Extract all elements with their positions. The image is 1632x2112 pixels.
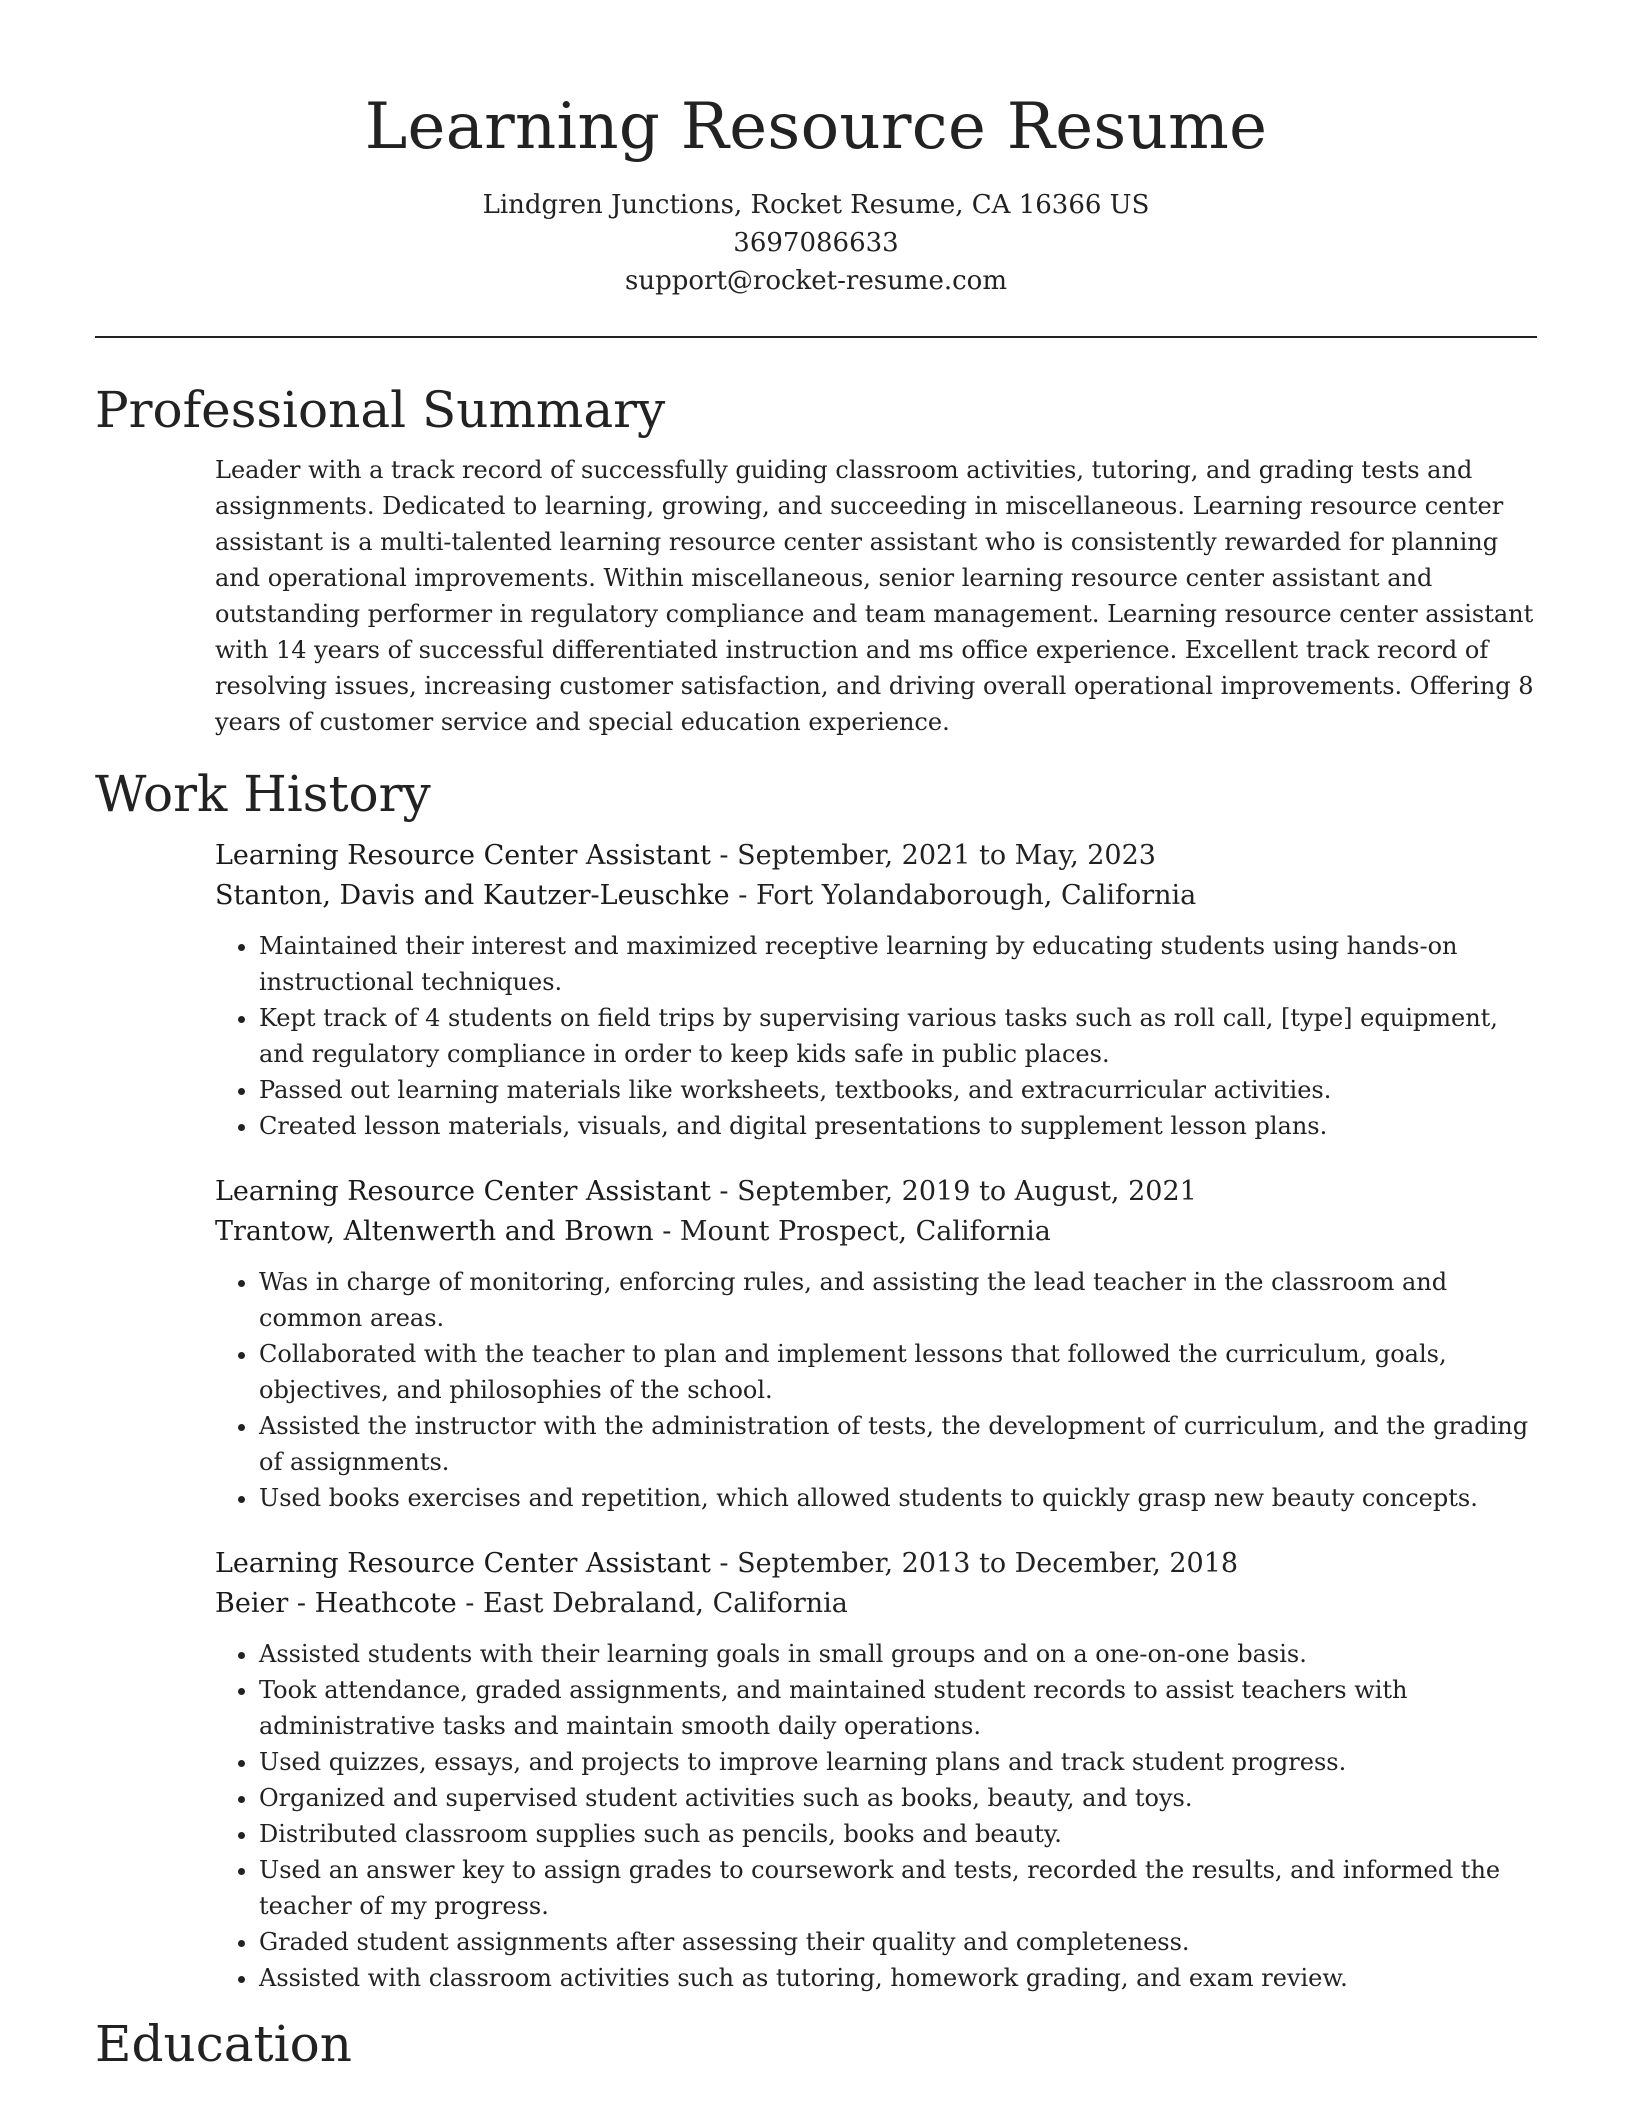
job-bullets	[215, 1636, 1537, 1996]
job-bullet: • Used quizzes, essays, and projects to improve learning plans and track student progress.	[259, 1744, 1537, 1780]
job-bullet: • Distributed classroom supplies such as pencils, books and beauty.	[259, 1816, 1537, 1852]
job-company-line	[215, 1584, 1537, 1624]
job-bullet: • Used books exercises and repetition, which allowed students to quickly grasp new beauty concepts.	[259, 1480, 1537, 1516]
job-title-line	[215, 1544, 1537, 1584]
job-title: Learning Resource Center Assistant	[215, 840, 711, 871]
header-divider	[95, 336, 1537, 338]
job-bullet: • Passed out learning materials like worksheets, textbooks, and extracurricular activities.	[259, 1072, 1537, 1108]
contact-email: support@rocket-resume.com	[624, 266, 1007, 296]
job-company: Beier - Heathcote	[215, 1588, 457, 1619]
contact-address: Lindgren Junctions, Rocket Resume, CA 16366 US	[482, 190, 1150, 220]
job-location: - Fort Yolandaborough, California	[729, 880, 1197, 911]
job-bullet: • Assisted with classroom activities such as tutoring, homework grading, and exam review.	[259, 1960, 1537, 1996]
job-bullet: • Took attendance, graded assignments, and maintained student records to assist teachers with administrative tasks and maintain smooth daily operations.	[259, 1672, 1537, 1744]
job-bullet: • Was in charge of monitoring, enforcing rules, and assisting the lead teacher in the classroom and common areas.	[259, 1264, 1537, 1336]
job-company-line	[215, 1212, 1537, 1252]
education-heading: Education	[95, 2015, 352, 2073]
job-bullet: • Graded student assignments after assessing their quality and completeness.	[259, 1924, 1537, 1960]
summary-text: Leader with a track record of successfully guiding classroom activities, tutoring, and grading tests and assignments. Dedicated to learning, growing, and succeeding in miscellaneous. Learning resource center assistant is a multi-talented learning resource center assistant who is consistently rewarded for planning and operational improvements. Within miscellaneous, senior learning resource center assistant and outstanding performer in regulatory compliance and team management. Learning resource center assistant with 14 years of successful differentiated instruction and ms office experience. Excellent track record of resolving issues, increasing customer satisfaction, and driving overall operational improvements. Offering 8 years of customer service and special education experience.	[215, 456, 1534, 736]
work-history-list	[215, 836, 1537, 1996]
job-title: Learning Resource Center Assistant	[215, 1548, 711, 1579]
job-title-line	[215, 1172, 1537, 1212]
job-bullets	[215, 928, 1537, 1144]
job-bullet: • Kept track of 4 students on field trips by supervising various tasks such as roll call, [type] equipment, and regulatory compliance in order to keep kids safe in public places.	[259, 1000, 1537, 1072]
job-dates: - September, 2019 to August, 2021	[710, 1176, 1197, 1207]
job-bullet: • Created lesson materials, visuals, and digital presentations to supplement lesson plans.	[259, 1108, 1537, 1144]
job-dates: - September, 2021 to May, 2023	[710, 840, 1156, 871]
job-entry	[215, 836, 1537, 1144]
job-bullet: • Maintained their interest and maximized receptive learning by educating students using hands-on instructional techniques.	[259, 928, 1537, 1000]
job-bullet: • Used an answer key to assign grades to coursework and tests, recorded the results, and informed the teacher of my progress.	[259, 1852, 1537, 1924]
job-location: - Mount Prospect, California	[653, 1216, 1051, 1247]
contact-phone: 3697086633	[733, 228, 899, 258]
job-bullet: • Collaborated with the teacher to plan and implement lessons that followed the curriculum, goals, objectives, and philosophies of the school.	[259, 1336, 1537, 1408]
job-bullets	[215, 1264, 1537, 1516]
job-location: - East Debraland, California	[456, 1588, 848, 1619]
job-title: Learning Resource Center Assistant	[215, 1176, 711, 1207]
job-company: Stanton, Davis and Kautzer-Leuschke	[215, 880, 730, 911]
contact-block	[95, 186, 1537, 300]
job-entry	[215, 1172, 1537, 1516]
job-dates: - September, 2013 to December, 2018	[710, 1548, 1239, 1579]
job-bullet: • Assisted students with their learning goals in small groups and on a one-on-one basis.	[259, 1636, 1537, 1672]
job-entry	[215, 1544, 1537, 1996]
summary-heading: Professional Summary	[95, 381, 666, 439]
resume-title: Learning Resource Resume	[364, 90, 1268, 164]
work-history-heading: Work History	[95, 765, 431, 823]
job-bullet: • Organized and supervised student activities such as books, beauty, and toys.	[259, 1780, 1537, 1816]
job-company-line	[215, 876, 1537, 916]
job-title-line	[215, 836, 1537, 876]
job-bullet: • Assisted the instructor with the administration of tests, the development of curriculum, and the grading of assignments.	[259, 1408, 1537, 1480]
job-company: Trantow, Altenwerth and Brown	[215, 1216, 654, 1247]
